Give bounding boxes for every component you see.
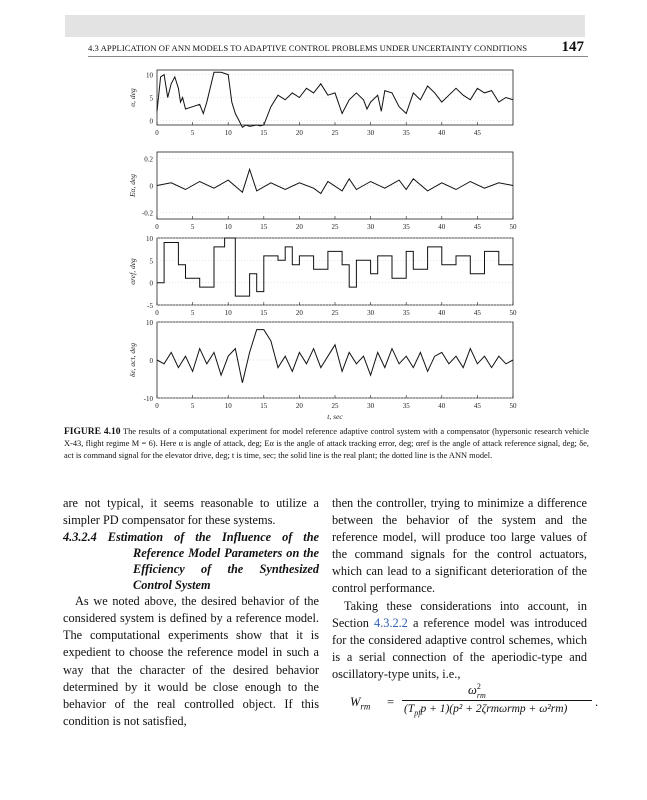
formula-numerator [468,682,486,700]
x-tick-label: 0 [155,402,159,410]
formula-lhs [350,695,370,712]
formula-num-sub: rm [476,690,486,700]
y-tick-label: 10 [146,235,153,243]
y-tick-label: 0 [149,182,153,191]
section-heading [63,529,319,593]
formula-num-symbol: ω [468,683,477,698]
x-tick-label: 50 [509,402,517,410]
x-tick-label: 20 [295,223,303,231]
y-tick-label: -0.2 [141,209,153,218]
x-tick-label: 40 [438,402,446,410]
x-tick-label: 35 [402,309,410,317]
page-number: 147 [561,39,584,55]
x-tick-label: 25 [331,309,339,317]
x-tick-label: 50 [509,309,517,317]
formula-den-start: (T [404,703,415,715]
y-axis-label: Eα, deg [128,173,137,198]
running-head: 4.3 APPLICATION OF ANN MODELS TO ADAPTIVE CONTROL PROBLEMS UNDER UNCERTAINTY CONDITIONS [88,43,528,53]
y-tick-label: 5 [149,94,153,103]
y-tick-label: 5 [149,257,153,266]
x-tick-label: 45 [473,402,481,410]
y-tick-label: 0 [149,357,153,365]
x-tick-label: 40 [438,129,446,137]
x-tick-label: 40 [438,309,446,317]
section-title: Estimation of the Influence of the Reference Model Parameters on the Efficiency of the Synthesized Control System [107,530,319,593]
right-paragraph-2-end: a reference model was introduced for the considered adaptive control schemes, which is a serial connection of the aperiodic-type and oscillatory-type units, i.e., [332,615,587,681]
formula-equals: = [387,695,395,709]
formula-lhs-symbol: W [350,695,361,709]
x-tick-label: 10 [224,223,232,231]
right-paragraph-2-start: Taking these considerations into account, in Section [332,598,587,630]
x-tick-label: 25 [331,402,339,410]
y-tick-label: 10 [146,319,153,327]
plot-frame-reference [157,238,513,305]
y-axis-label: α, deg [128,88,137,107]
left-paragraph-2: As we noted above, the desired behavior of the considered system is defined by a reference model. The computational experiments show that it is expedient to choose the reference model in such a way that the character of the desired behavior determined by it would be close enough to the behavior of the real controlled object. If this condition is not satisfied, [63,594,319,728]
x-tick-label: 5 [190,402,195,410]
y-axis-label: δe, act, deg [128,342,137,378]
x-tick-label: 10 [224,309,232,317]
x-tick-label: 45 [473,129,481,137]
right-paragraph-1: then the controller, trying to minimize a difference between the behavior of the system and the reference model, will produce too large values of the command signals for the control actuators, which can lead to a significant deterioration of the control performance. [332,496,587,596]
x-tick-label: 10 [224,402,232,410]
x-tick-label: 5 [190,129,195,137]
right-column [332,495,587,683]
formula-denominator [404,703,567,717]
y-tick-label: 10 [146,71,153,80]
x-tick-label: 35 [402,223,410,231]
x-tick-label: 35 [402,129,410,137]
x-tick-label: 15 [260,402,268,410]
figure-caption [64,426,589,462]
x-tick-label: 10 [224,129,232,137]
x-tick-label: 30 [367,129,375,137]
x-tick-label: 45 [473,309,481,317]
x-tick-label: 30 [367,309,375,317]
x-tick-label: 5 [190,309,195,317]
formula-num-sup: 2 [476,682,481,691]
y-tick-label: 0 [149,117,153,126]
reference-model-formula [350,684,600,724]
y-tick-label: 0 [149,279,153,288]
y-tick-label: -10 [143,395,153,403]
y-axis-label: αref, deg [128,258,137,285]
x-tick-label: 30 [367,402,375,410]
fraction-bar [402,700,592,701]
x-tick-label: 0 [155,129,159,137]
formula-den-sub: pf [414,708,421,718]
x-tick-label: 15 [260,129,268,137]
x-tick-label: 0 [155,223,159,231]
x-tick-label: 0 [155,309,159,317]
x-tick-label: 25 [331,223,339,231]
x-tick-label: 15 [260,223,268,231]
y-tick-label: 0.2 [144,155,153,164]
right-paragraph-2 [332,598,587,683]
x-tick-label: 20 [295,309,303,317]
x-tick-label: 15 [260,309,268,317]
left-column [63,495,319,730]
caption-label: FIGURE 4.10 [64,427,121,437]
x-tick-label: 25 [331,129,339,137]
x-tick-label: 20 [295,402,303,410]
section-number: 4.3.2.4 [63,530,97,545]
left-paragraph-1: are not typical, it seems reasonable to utilize a simpler PD compensator for these systems. [63,496,319,528]
section-link[interactable]: 4.3.2.2 [374,615,408,630]
x-tick-label: 50 [509,223,517,231]
x-tick-label: 35 [402,402,410,410]
x-tick-label: 5 [190,223,195,231]
x-tick-label: 45 [473,223,481,231]
formula-den-rest: p + 1)(p² + 2ζrmωrmp + ω²rm) [420,703,568,715]
x-tick-label: 20 [295,129,303,137]
x-axis-label: t, sec [327,412,343,421]
caption-text: The results of a computational experiment for model reference adaptive control system with a compensator (hypersonic research vehicle X-43, flight regime M = 6). Here α is angle of attack, deg; Eα is the angle of attack tracking error, deg; αref is the angle of attack reference signal, deg; δe, act is command signal for the elevator drive, deg; t is time, sec; the solid line is the real plant; the dotted line is the ANN model. [64,427,589,460]
x-tick-label: 30 [367,223,375,231]
x-tick-label: 40 [438,223,446,231]
formula-period: . [595,695,599,709]
y-tick-label: -5 [147,302,153,310]
formula-lhs-sub: rm [360,701,371,712]
